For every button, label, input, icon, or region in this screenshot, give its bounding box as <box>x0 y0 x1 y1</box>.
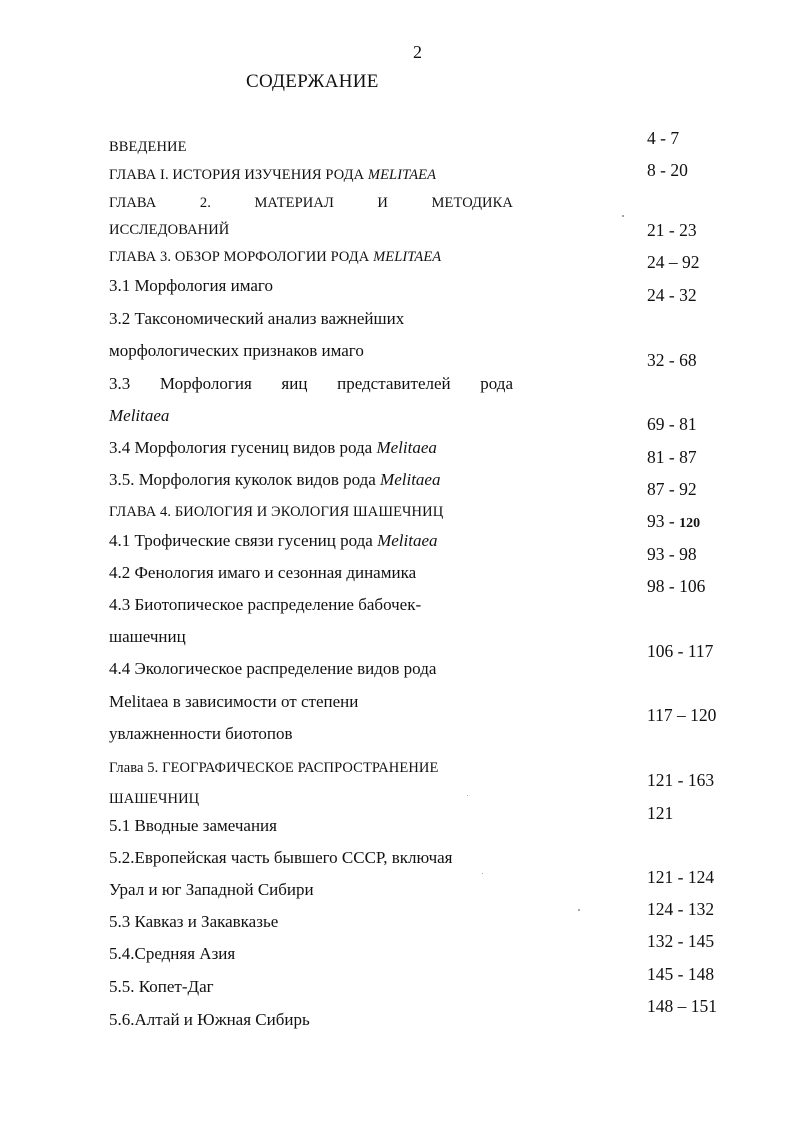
toc-entry-5-5: 5.5. Копет-Даг <box>109 977 214 996</box>
toc-page-5-4: 132 - 145 <box>647 931 715 951</box>
toc-entry-chapter-2: ГЛАВА 2. МАТЕРИАЛ И МЕТОДИКА <box>109 195 513 211</box>
toc-page-3-1: 24 - 32 <box>647 285 697 305</box>
toc-page-5-2: 121 - 124 <box>647 867 715 887</box>
toc-page-5-6: 148 – 151 <box>647 996 717 1016</box>
toc-page-chapter-3: 24 – 92 <box>647 252 700 272</box>
toc-entry-5-6: 5.6.Алтай и Южная Сибирь <box>109 1010 310 1029</box>
scan-speck <box>467 795 468 796</box>
toc-page-4-1: 93 - 98 <box>647 544 697 564</box>
toc-page-5-1: 121 <box>647 803 674 823</box>
toc-entry-3-2: 3.2 Таксономический анализ важнейших <box>109 309 405 328</box>
toc-entry-4-3: 4.3 Биотопическое распределение бабочек- <box>109 595 422 614</box>
toc-entry-chapter-5-cont: ШАШЕЧНИЦ <box>109 791 200 807</box>
toc-entry-4-1: 4.1 Трофические связи гусениц рода Melitaea <box>109 531 438 550</box>
toc-entry-chapter-4: ГЛАВА 4. БИОЛОГИЯ И ЭКОЛОГИЯ ШАШЕЧНИЦ <box>109 504 444 520</box>
toc-page-chapter-1: 8 - 20 <box>647 160 688 180</box>
scan-speck <box>622 215 624 217</box>
toc-entry-4-4: 4.4 Экологическое распределение видов рода <box>109 659 437 678</box>
toc-entry-chapter-1: ГЛАВА I. ИСТОРИЯ ИЗУЧЕНИЯ РОДА MELITAEA <box>109 167 437 183</box>
toc-page-3-3: 69 - 81 <box>647 414 697 434</box>
toc-entry-chapter-5: Глава 5. ГЕОГРАФИЧЕСКОЕ РАСПРОСТРАНЕНИЕ <box>109 760 439 776</box>
toc-entry-chapter-2-cont: ИССЛЕДОВАНИЙ <box>109 222 230 238</box>
toc-entry-4-4-cont: Melitaea в зависимости от степени <box>109 692 359 711</box>
toc-entry-5-4: 5.4.Средняя Азия <box>109 944 236 963</box>
toc-entry-3-1: 3.1 Морфология имаго <box>109 276 273 295</box>
toc-entry-5-3: 5.3 Кавказ и Закавказье <box>109 912 279 931</box>
scan-speck <box>578 909 580 911</box>
toc-entry-3-3-cont: Melitaea <box>109 406 170 425</box>
scan-speck <box>482 873 483 874</box>
toc-page-3-2: 32 - 68 <box>647 350 697 370</box>
toc-entry-5-2-cont: Урал и юг Западной Сибири <box>109 880 314 899</box>
toc-page-introduction: 4 - 7 <box>647 128 680 148</box>
page-number: 2 <box>413 42 422 62</box>
toc-entry-5-1: 5.1 Вводные замечания <box>109 816 277 835</box>
toc-entry-3-5: 3.5. Морфология куколок видов рода Melitaea <box>109 470 441 489</box>
toc-entry-3-4: 3.4 Морфология гусениц видов рода Melitaea <box>109 438 437 457</box>
toc-page-chapter-2: 21 - 23 <box>647 220 697 240</box>
toc-entry-3-2-cont: морфологических признаков имаго <box>109 341 364 360</box>
toc-entry-4-2: 4.2 Фенология имаго и сезонная динамика <box>109 563 417 582</box>
toc-page-4-2: 98 - 106 <box>647 576 706 596</box>
toc-entry-4-3-cont: шашечниц <box>109 627 186 646</box>
toc-page-5-3: 124 - 132 <box>647 899 715 919</box>
toc-page-chapter-5: 121 - 163 <box>647 770 715 790</box>
toc-page-4-3: 106 - 117 <box>647 641 714 661</box>
toc-page-5-5: 145 - 148 <box>647 964 715 984</box>
toc-page-chapter-4: 93 - 120 <box>647 511 701 531</box>
toc-page-3-5: 87 - 92 <box>647 479 697 499</box>
toc-entry-3-3: 3.3 Морфология яиц представителей рода <box>109 374 513 393</box>
toc-page-4-4: 117 – 120 <box>647 705 717 725</box>
toc-entry-chapter-3: ГЛАВА 3. ОБЗОР МОРФОЛОГИИ РОДА MELITAEA <box>109 249 442 265</box>
toc-entry-4-4-cont2: увлажненности биотопов <box>109 724 293 743</box>
page-title: СОДЕРЖАНИЕ <box>246 71 379 92</box>
toc-entry-introduction: ВВЕДЕНИЕ <box>109 139 187 155</box>
toc-entry-5-2: 5.2.Европейская часть бывшего СССР, включая <box>109 848 453 867</box>
toc-page-3-4: 81 - 87 <box>647 447 697 467</box>
